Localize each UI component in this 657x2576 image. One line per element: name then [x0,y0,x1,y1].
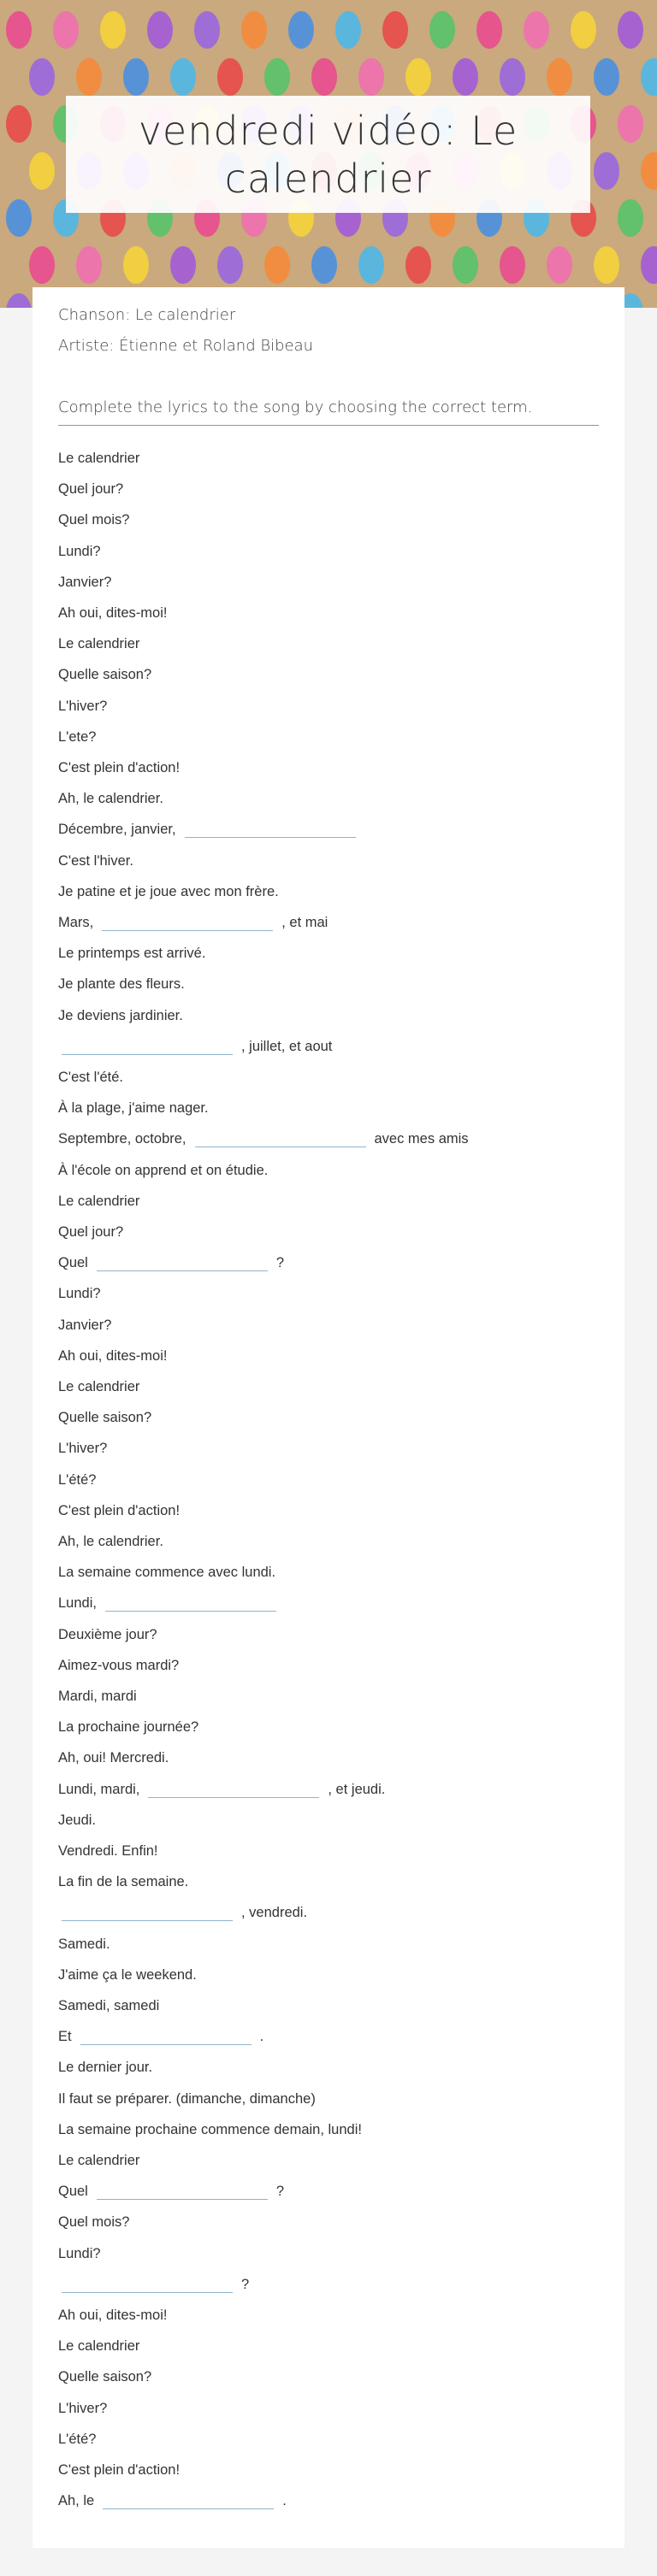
polka-dot [29,152,55,190]
lyric-line-with-blank [58,2489,287,2509]
lyric-line [58,1499,180,1519]
lyric-text: Janvier? [58,1317,112,1333]
polka-dot [29,58,55,96]
lyric-line [58,1839,158,1860]
lyric-text: J'aime ça le weekend. [58,1966,197,1983]
lyric-line [58,787,163,807]
lyric-text: L'ete? [58,728,97,745]
answer-blank[interactable] [80,2027,252,2045]
answer-blank[interactable] [97,2182,268,2200]
instructions: Complete the lyrics to the song by choosing the correct term. [58,398,599,426]
lyric-line [58,1004,183,1024]
lyric-text: Septembre, octobre, [58,1131,186,1147]
lyric-text: Je deviens jardinier. [58,1007,183,1023]
lyric-line [58,694,107,715]
lyric-text: Quelle saison? [58,1410,152,1426]
lyric-line [58,1560,275,1581]
polka-dot [429,11,455,49]
polka-dot [641,246,657,284]
polka-dot [311,58,337,96]
page-title: vendredi vidéo: Le calendrier [138,107,518,202]
lyric-line-with-blank [58,1591,285,1612]
lyric-text: C'est plein d'action! [58,760,181,775]
polka-dot [6,199,32,237]
lyric-text: L'hiver? [58,698,108,714]
polka-dot [500,246,525,284]
polka-dot [264,58,290,96]
lyric-line [58,2118,362,2138]
answer-blank[interactable] [97,1253,268,1271]
polka-dot [641,152,657,190]
lyric-text: Quel mois? [58,2214,130,2231]
lyric-line [58,2303,167,2324]
lyric-line [58,2055,152,2076]
lyric-text-after: . [259,2029,264,2045]
lyric-line [58,1096,209,1117]
polka-dot [641,58,657,96]
polka-dot [594,152,619,190]
polka-dot [241,11,267,49]
answer-blank[interactable] [105,1594,276,1612]
lyric-text: Le calendrier [58,1379,140,1394]
polka-dot [170,58,196,96]
lyric-text: Ah, oui! Mercredi. [58,1750,169,1766]
lyric-line [58,601,167,622]
polka-dot [453,58,478,96]
lyric-text: Jeudi. [58,1812,97,1828]
lyric-line-with-blank [58,1901,307,1921]
lyric-text: Lundi? [58,2245,101,2261]
lyric-line [58,1994,159,2014]
polka-dot [594,58,619,96]
lyric-text: La prochaine journée? [58,1719,199,1736]
lyric-text: Et [58,2029,72,2045]
lyric-text: C'est plein d'action! [58,2462,181,2478]
lyric-line [58,1282,101,1302]
lyric-line [58,1746,169,1766]
lyric-line [58,2087,316,2107]
polka-dot [76,246,102,284]
polka-dot [6,11,32,49]
lyric-text: Ah oui, dites-moi! [58,605,168,621]
lyric-text: Il faut se préparer. (dimanche, dimanche) [58,2090,316,2107]
lyric-line [58,1530,163,1550]
lyric-text-after: avec mes amis [374,1131,469,1147]
lyric-line-with-blank [58,1777,385,1798]
polka-dot [405,246,431,284]
lyric-line [58,1065,123,1086]
lyric-text: Mars, [58,915,94,930]
lyric-line [58,2365,151,2385]
lyric-line [58,1344,167,1365]
polka-dot [6,293,32,308]
lyric-text: Samedi. [58,1936,110,1952]
lyric-line [58,2396,107,2417]
lyric-text: C'est l'été. [58,1070,123,1085]
polka-dot [100,11,126,49]
answer-blank[interactable] [148,1780,319,1798]
lyric-text: La fin de la semaine. [58,1874,189,1890]
polka-dot [618,105,643,143]
lyric-text: Lundi? [58,543,101,559]
polka-dot [6,105,32,143]
lyric-line [58,2210,129,2231]
polka-dot [358,58,384,96]
answer-blank[interactable] [185,820,356,838]
lyric-text: Quelle saison? [58,2369,152,2385]
lyric-line [58,1468,96,1488]
lyric-line [58,1963,197,1984]
lyric-text: À l'école on apprend et on étudie. [58,1162,269,1178]
lyric-line [58,1313,111,1334]
lyric-line-with-blank [58,1127,469,1147]
answer-blank[interactable] [62,1037,233,1055]
title-box [66,96,590,213]
lyric-text: Le calendrier [58,2153,140,2168]
lyric-text: L'été? [58,2431,97,2447]
lyric-text: Janvier? [58,574,112,590]
answer-blank[interactable] [102,913,273,931]
lyric-text: Aimez-vous mardi? [58,1657,180,1673]
answer-blank[interactable] [195,1129,366,1147]
lyric-text-after: ? [275,2184,285,2200]
lyric-line [58,725,96,746]
polka-dot [288,11,314,49]
lyric-text-after: . [282,2493,287,2509]
lyric-line [58,1715,198,1736]
polka-dot [476,11,502,49]
lyric-text: Ah, le calendrier. [58,1534,163,1549]
lyric-line [58,1375,139,1395]
lyric-text: Quel mois? [58,512,130,528]
lyric-line [58,1189,139,1210]
header-banner [0,0,657,308]
lyric-line-with-blank [58,817,364,838]
lyric-text: Vendredi. Enfin! [58,1843,158,1859]
lyric-line [58,1406,151,1426]
polka-dot [358,246,384,284]
polka-dot [170,246,196,284]
lyric-text: La semaine prochaine commence demain, lundi! [58,2121,362,2137]
lyric-line [58,1220,123,1241]
song-line: Chanson: Le calendrier [58,306,236,324]
lyric-text: Ah oui, dites-moi! [58,2308,168,2323]
polka-dot [405,58,431,96]
lyric-line-with-blank [58,2272,249,2293]
lyric-line [58,972,185,993]
lyric-text: Lundi, mardi, [58,1781,140,1797]
polka-dot [194,11,220,49]
polka-dot [53,11,79,49]
lyric-text: Décembre, janvier, [58,822,176,838]
polka-dot [123,58,149,96]
lyric-line-with-blank [58,1251,284,1271]
polka-dot [500,58,525,96]
answer-blank[interactable] [62,2275,233,2293]
polka-dot [335,11,361,49]
lyric-line [58,2334,139,2355]
worksheet-card [33,287,624,2548]
lyric-text-after: , juillet, et aout [241,1038,333,1054]
lyric-text: Le calendrier [58,2338,140,2355]
lyric-line [58,1808,96,1829]
lyric-text: Quelle saison? [58,667,152,683]
lyric-text: Quel [58,2184,88,2200]
lyric-text: Mardi, mardi [58,1689,137,1704]
lyric-text: Deuxième jour? [58,1626,157,1642]
lyric-text-after: ? [275,1255,285,1271]
polka-dot [524,11,549,49]
lyric-text-after: ? [241,2276,250,2292]
lyric-text: Lundi? [58,1286,101,1302]
answer-blank[interactable] [103,2491,274,2509]
polka-dot [29,246,55,284]
polka-dot [311,246,337,284]
polka-dot [76,58,102,96]
lyric-text: L'été? [58,1471,97,1488]
lyric-line [58,2427,96,2448]
polka-dot [217,246,243,284]
lyric-line [58,508,129,528]
polka-dot [594,246,619,284]
lyric-text-after: , et mai [281,915,328,930]
polka-dot [123,246,149,284]
lyric-text: Quel jour? [58,481,124,498]
lyric-line-with-blank [58,2179,284,2200]
lyric-line [58,756,180,776]
lyric-line [58,1158,268,1179]
lyric-line [58,1623,157,1643]
lyric-text: Le dernier jour. [58,2060,153,2076]
polka-dot [264,246,290,284]
polka-dot [618,199,643,237]
lyric-text: La semaine commence avec lundi. [58,1565,276,1581]
lyric-line-with-blank [58,1035,332,1055]
lyric-text: Le calendrier [58,451,140,466]
lyric-line [58,1684,137,1705]
polka-dot [453,246,478,284]
lyric-text: C'est plein d'action! [58,1502,181,1518]
lyric-text: Quel jour? [58,1224,124,1240]
lyric-text: L'hiver? [58,2400,108,2416]
lyric-text: Ah, le [58,2493,95,2509]
lyric-line [58,570,111,591]
lyric-line [58,477,123,498]
polka-dot [618,11,643,49]
lyric-line [58,632,139,652]
polka-dot [382,11,408,49]
lyric-line [58,1653,179,1674]
lyric-text: Ah oui, dites-moi! [58,1347,168,1364]
polka-dot [571,11,596,49]
polka-dot [547,58,572,96]
lyric-text: Quel [58,1255,88,1271]
lyric-text: Lundi, [58,1595,97,1612]
lyric-text: Le printemps est arrivé. [58,946,206,962]
lyric-text-after: , vendredi. [241,1905,308,1921]
answer-blank[interactable] [62,1903,233,1921]
lyric-line [58,1932,110,1953]
lyric-line [58,539,101,560]
lyric-line [58,446,139,467]
lyric-text: Samedi, samedi [58,1998,160,2013]
lyric-line-with-blank [58,911,328,931]
lyric-text: C'est l'hiver. [58,852,133,869]
lyric-line [58,663,151,683]
lyric-line-with-blank [58,2025,263,2045]
artist-line: Artiste: Étienne et Roland Bibeau [58,337,314,355]
lyric-text: Le calendrier [58,636,140,652]
lyric-line [58,941,205,962]
lyric-line [58,849,133,869]
lyric-text: Je plante des fleurs. [58,976,185,993]
lyric-line [58,2242,101,2262]
lyric-line [58,880,279,900]
lyric-text-after: , et jeudi. [328,1781,386,1797]
polka-dot [547,246,572,284]
lyric-line [58,2149,139,2169]
lyric-line [58,2458,180,2479]
lyric-text: À la plage, j'aime nager. [58,1100,209,1117]
polka-dot [147,11,173,49]
lyric-line [58,1436,107,1457]
polka-dot [217,58,243,96]
lyric-text: Ah, le calendrier. [58,791,163,807]
lyric-line [58,1870,188,1890]
lyric-text: Le calendrier [58,1193,140,1209]
lyric-text: Je patine et je joue avec mon frère. [58,883,279,899]
lyric-text: L'hiver? [58,1441,108,1457]
